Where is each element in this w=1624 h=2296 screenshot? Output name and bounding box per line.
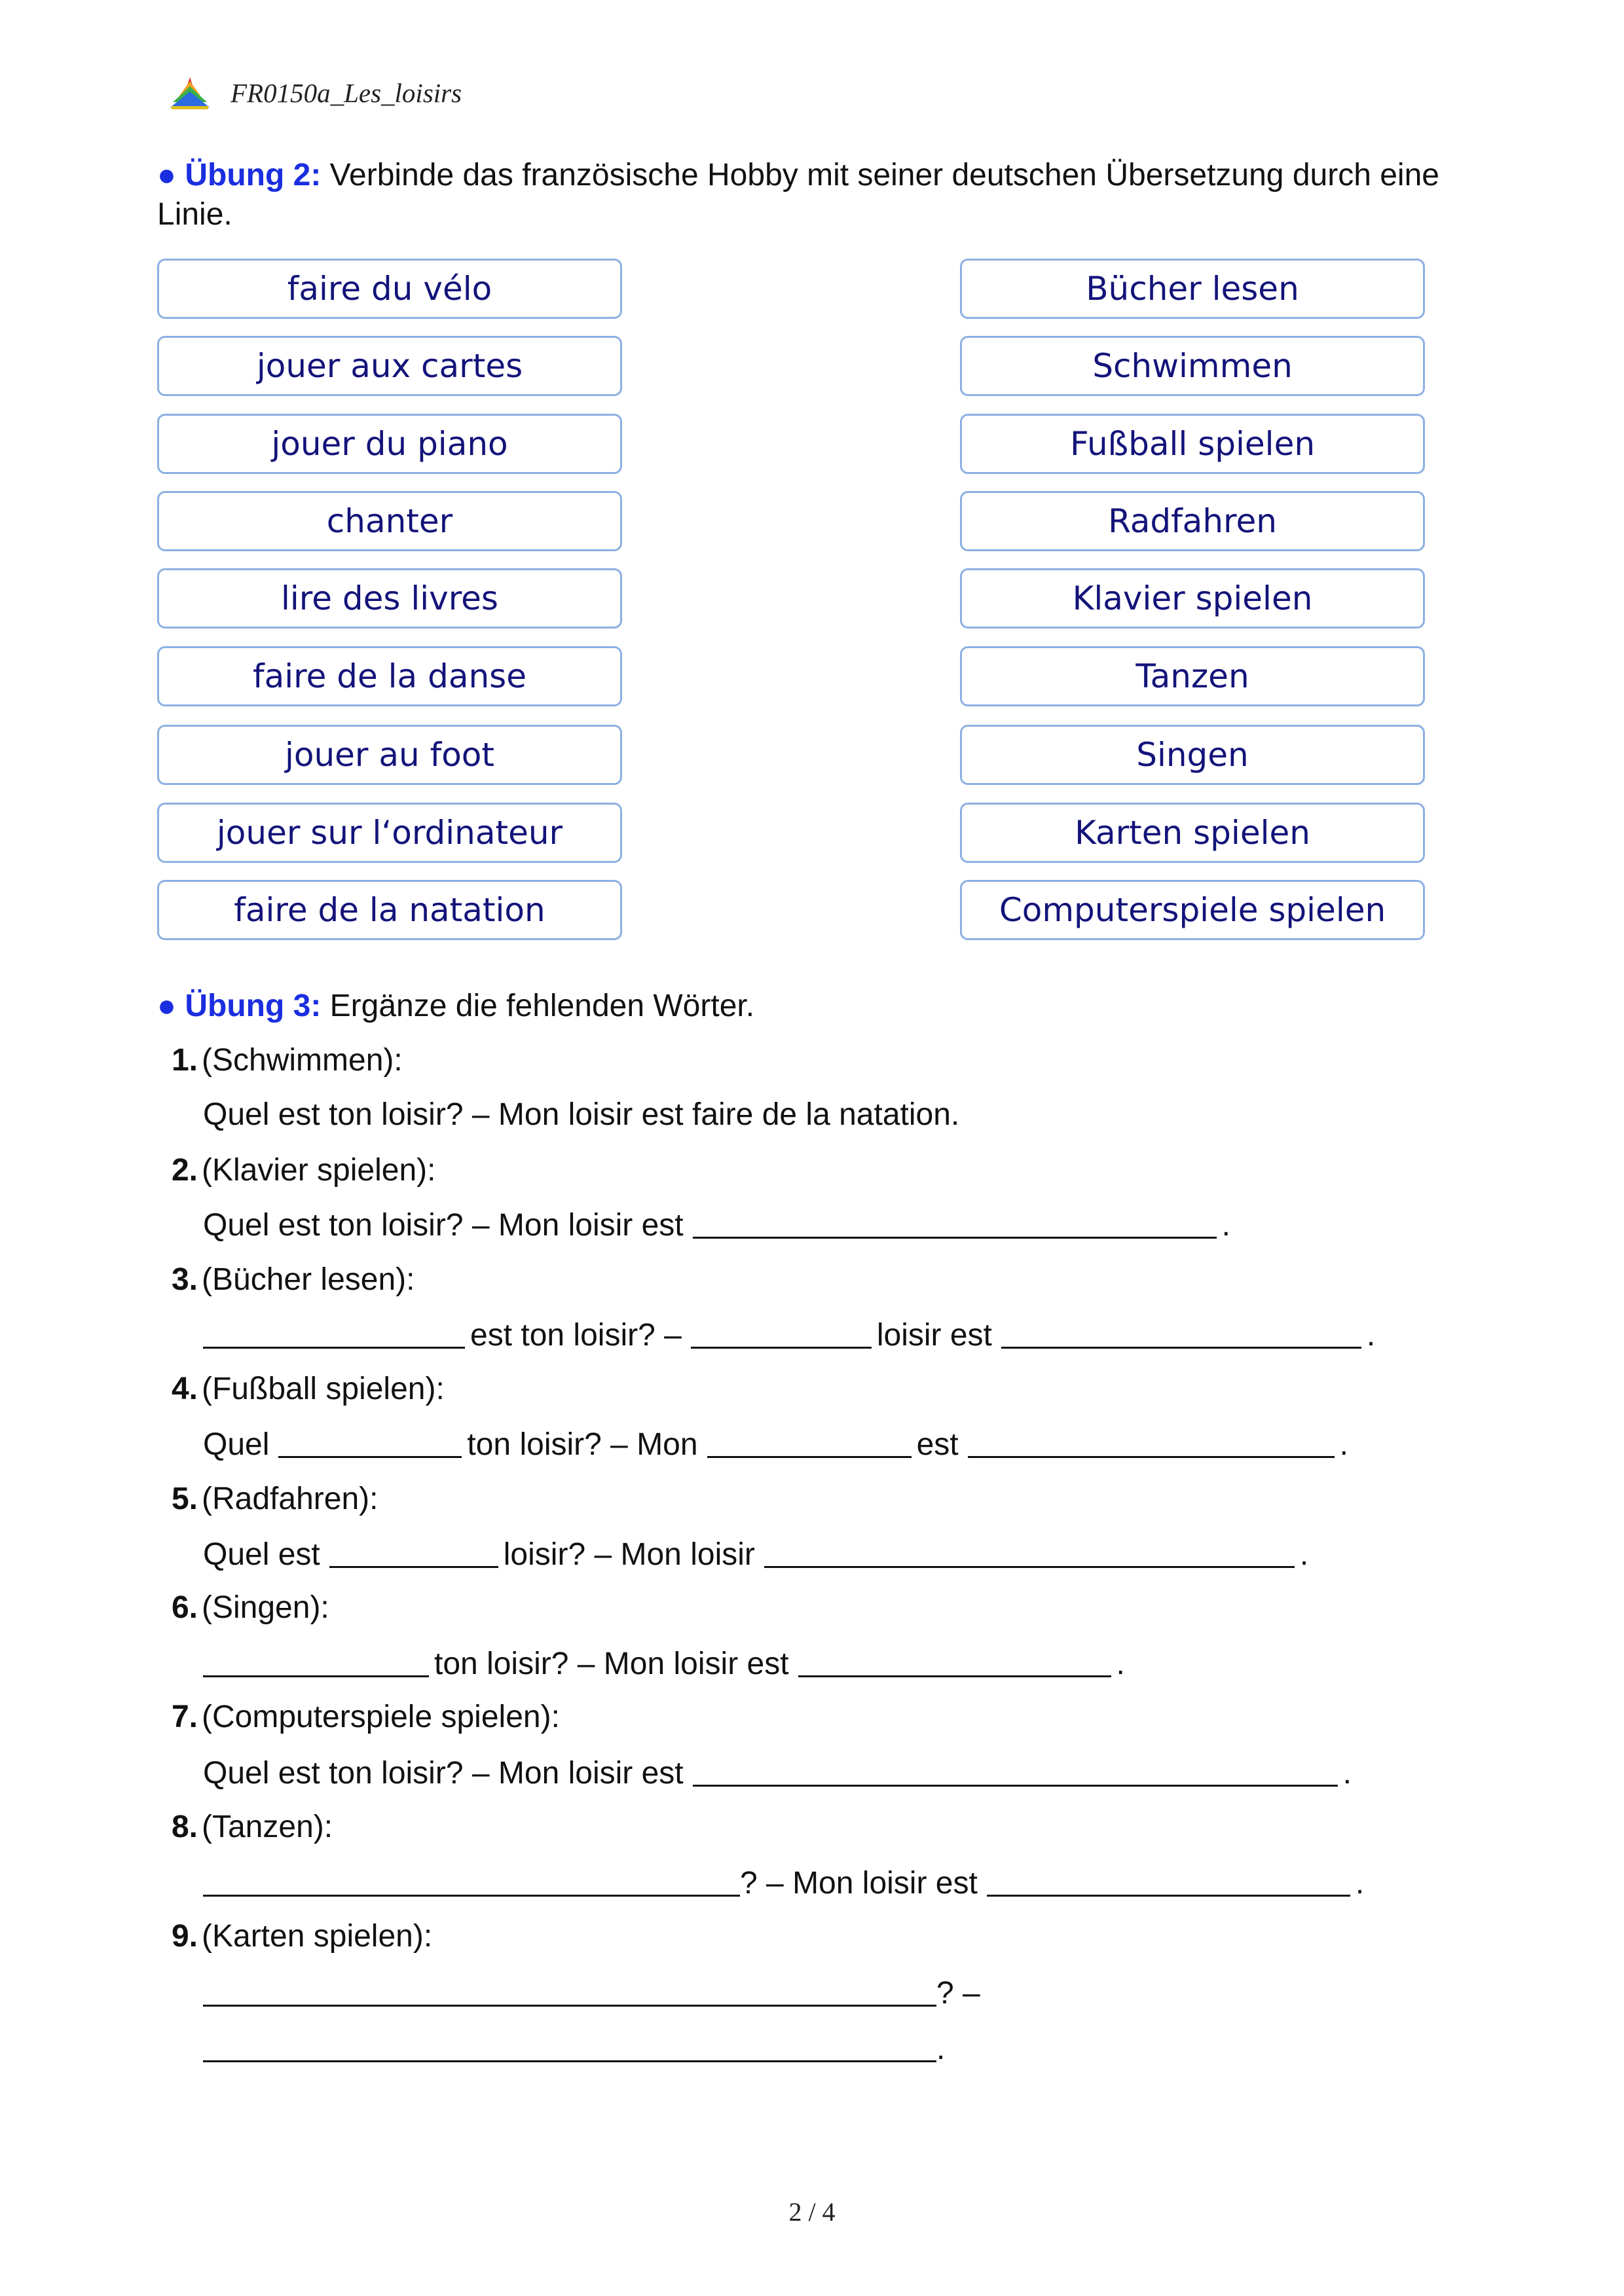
french-hobby-box[interactable]: faire de la danse — [157, 646, 622, 706]
answer-blank[interactable] — [764, 1536, 1295, 1568]
item-text: Quel est — [203, 1537, 320, 1572]
german-translation-box[interactable]: Computerspiele spielen — [960, 880, 1425, 940]
item-text: . — [1355, 1866, 1365, 1901]
answer-blank[interactable] — [278, 1426, 462, 1458]
item-answer-line — [203, 1095, 959, 1135]
item-answer-line — [203, 1316, 1375, 1355]
item-answer-line — [203, 1645, 1125, 1684]
answer-blank[interactable] — [798, 1645, 1111, 1677]
item-text: ton loisir? – Mon — [467, 1427, 698, 1462]
answer-blank[interactable] — [693, 1207, 1217, 1239]
answer-blank[interactable] — [203, 1865, 740, 1897]
item-answer-line — [203, 1206, 1230, 1245]
item-answer-line — [203, 1864, 1364, 1903]
item-answer-line — [203, 2030, 945, 2069]
item-number: 9. — [171, 1919, 198, 1954]
german-translation-box[interactable]: Tanzen — [960, 646, 1425, 706]
exercise3-heading: ● Übung 3: Ergänze die fehlenden Wörter. — [157, 989, 755, 1023]
item-text: . — [1339, 1427, 1348, 1462]
item-text: loisir est — [876, 1318, 992, 1353]
answer-blank[interactable] — [203, 1975, 936, 2007]
exercise2-instruction: Verbinde das französische Hobby mit seiner deutschen Übersetzung durch eine Linie. — [157, 158, 1439, 232]
answer-blank[interactable] — [691, 1317, 872, 1349]
item-answer-line — [203, 1754, 1352, 1793]
answer-blank[interactable] — [203, 2030, 936, 2062]
rainbow-book-logo-icon — [169, 76, 211, 110]
item-number: 3. — [171, 1262, 198, 1297]
item-hint: (Schwimmen): — [202, 1043, 403, 1078]
french-hobby-box[interactable]: lire des livres — [157, 568, 622, 629]
page-number: 2 / 4 — [788, 2197, 836, 2227]
german-translation-box[interactable]: Radfahren — [960, 491, 1425, 551]
item-hint: (Klavier spielen): — [202, 1153, 436, 1188]
german-translation-box[interactable]: Bücher lesen — [960, 259, 1425, 319]
item-answer-line — [203, 1974, 980, 2013]
answer-blank[interactable] — [329, 1536, 498, 1568]
exercise3-label: Übung 3: — [185, 989, 322, 1023]
french-hobby-box[interactable]: jouer aux cartes — [157, 336, 622, 396]
item-number: 6. — [171, 1590, 198, 1625]
item-text: . — [1116, 1647, 1125, 1681]
item-text: Quel est ton loisir? – Mon loisir est — [203, 1208, 684, 1243]
answer-blank[interactable] — [203, 1645, 429, 1677]
answer-blank[interactable] — [707, 1426, 912, 1458]
exercise3-instruction: Ergänze die fehlenden Wörter. — [329, 989, 755, 1023]
item-text: loisir? – Mon loisir — [503, 1537, 755, 1572]
german-translation-box[interactable]: Karten spielen — [960, 803, 1425, 863]
item-answer-line — [203, 1535, 1308, 1575]
item-text: est ton loisir? – — [470, 1318, 682, 1353]
answer-blank[interactable] — [693, 1755, 1338, 1787]
item-text: Quel — [203, 1427, 270, 1462]
item-number: 8. — [171, 1810, 198, 1844]
answer-blank[interactable] — [203, 1317, 465, 1349]
item-hint: (Radfahren): — [202, 1482, 378, 1516]
item-text: . — [1221, 1208, 1230, 1243]
item-text: . — [1299, 1537, 1309, 1572]
item-text: ? – — [936, 1976, 980, 2011]
german-translation-box[interactable]: Schwimmen — [960, 336, 1425, 396]
item-text: ton loisir? – Mon loisir est — [434, 1647, 789, 1681]
item-hint: (Computerspiele spielen): — [202, 1700, 560, 1734]
answer-blank[interactable] — [968, 1426, 1335, 1458]
answer-blank[interactable] — [1001, 1317, 1361, 1349]
item-hint: (Fußball spielen): — [202, 1372, 445, 1406]
french-hobby-box[interactable]: jouer du piano — [157, 414, 622, 474]
exercise2-label: Übung 2: — [185, 158, 322, 192]
item-hint: (Tanzen): — [202, 1810, 333, 1844]
item-hint: (Singen): — [202, 1590, 329, 1625]
document-header — [169, 73, 462, 113]
french-hobby-box[interactable]: faire du vélo — [157, 259, 622, 319]
item-answer-line — [203, 1425, 1348, 1465]
item-text: ? – Mon loisir est — [740, 1866, 978, 1901]
item-text: . — [936, 2032, 946, 2066]
french-hobby-box[interactable]: chanter — [157, 491, 622, 551]
french-hobby-box[interactable]: faire de la natation — [157, 880, 622, 940]
item-text: Quel est ton loisir? – Mon loisir est faire de la natation. — [203, 1097, 960, 1132]
french-hobby-box[interactable]: jouer au foot — [157, 725, 622, 785]
item-number: 5. — [171, 1482, 198, 1516]
german-translation-box[interactable]: Fußball spielen — [960, 414, 1425, 474]
item-number: 7. — [171, 1700, 198, 1734]
french-hobby-box[interactable]: jouer sur l‘ordinateur — [157, 803, 622, 863]
item-number: 1. — [171, 1043, 198, 1078]
german-translation-box[interactable]: Singen — [960, 725, 1425, 785]
item-hint: (Karten spielen): — [202, 1919, 433, 1954]
item-text: . — [1342, 1756, 1352, 1791]
item-hint: (Bücher lesen): — [202, 1262, 415, 1297]
answer-blank[interactable] — [987, 1865, 1350, 1897]
exercise2-heading: ● Übung 2: Verbinde das französische Hobby mit seiner deutschen Übersetzung durch eine Linie. — [157, 158, 1439, 232]
item-text: . — [1366, 1318, 1376, 1353]
item-text: est — [916, 1427, 959, 1462]
item-number: 4. — [171, 1372, 198, 1406]
document-title: FR0150a_Les_loisirs — [231, 78, 462, 108]
german-translation-box[interactable]: Klavier spielen — [960, 568, 1425, 629]
item-text: Quel est ton loisir? – Mon loisir est — [203, 1756, 684, 1791]
item-number: 2. — [171, 1153, 198, 1188]
